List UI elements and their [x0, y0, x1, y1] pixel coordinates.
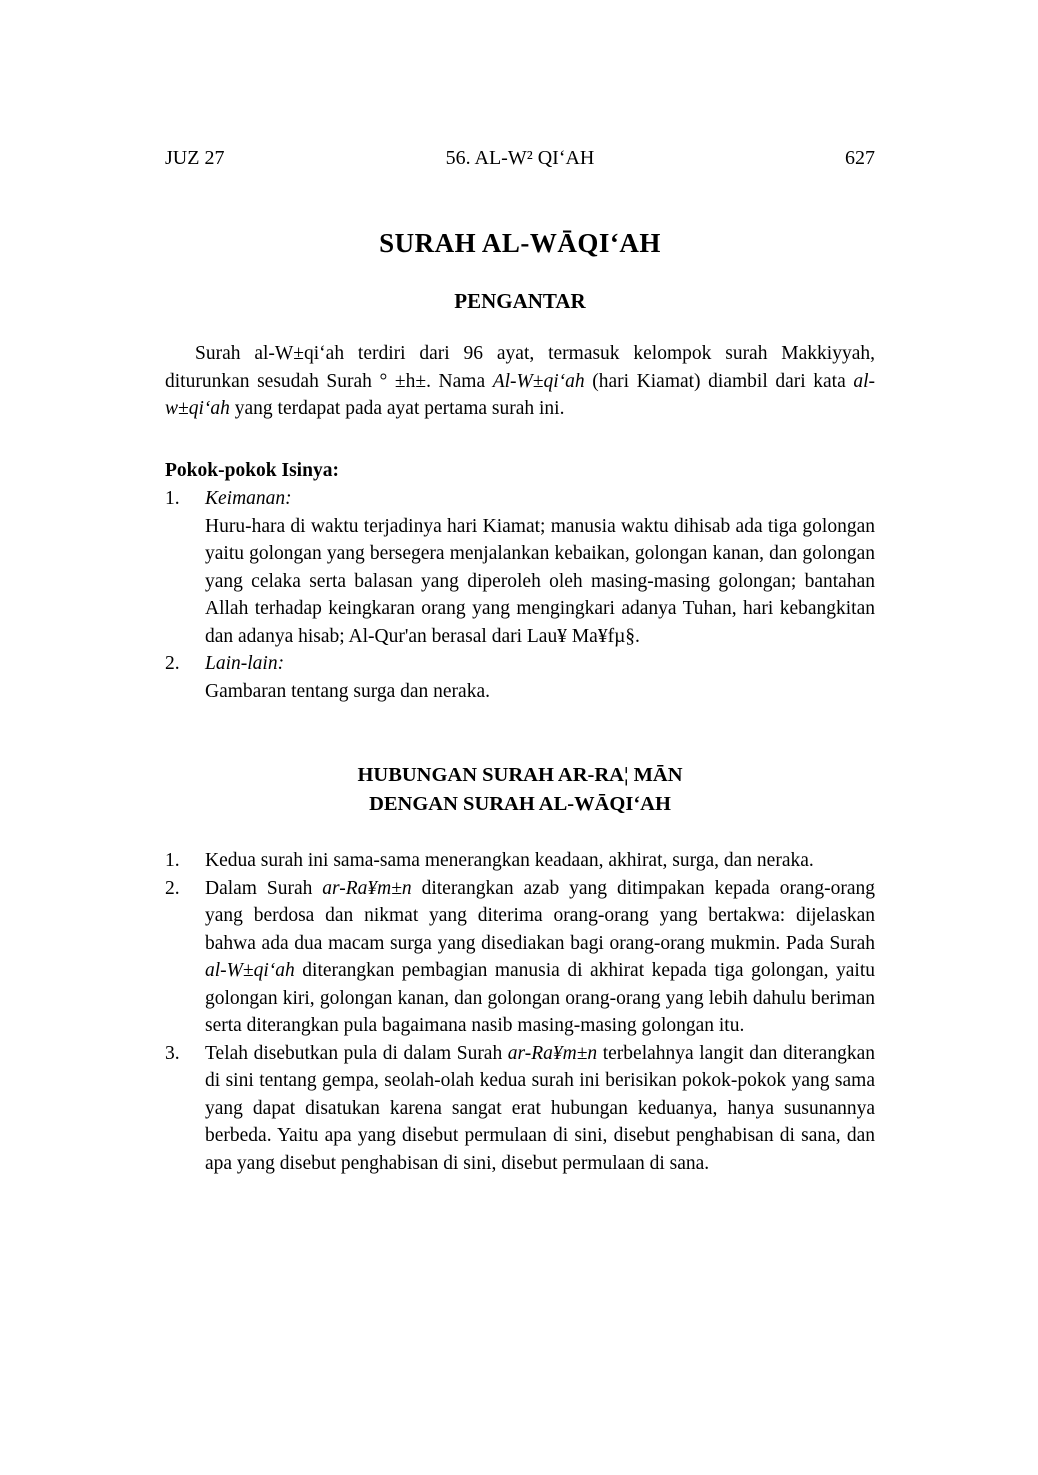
relation-item	[165, 847, 875, 875]
topic-item	[165, 650, 875, 705]
relation-item	[165, 875, 875, 1040]
topic-text: Huru-hara di waktu terjadinya hari Kiamat; manusia waktu dihisab ada tiga golongan yaitu golongan yang bersegera menjalankan kebaikan, golongan kanan, dan golongan yang celaka serta balasan yang diperoleh oleh masing-masing golongan; bantahan Allah terhadap keingkaran orang yang mengingkari adanya Tuhan, hari kebangkitan dan adanya hisab; Al-Qur'an berasal dari Lau¥ Ma¥fµ§.	[205, 515, 875, 647]
topic-text: Gambaran tentang surga dan neraka.	[205, 680, 490, 702]
relation-list	[165, 847, 875, 1177]
surah-title: SURAH AL-WĀQI‘AH	[379, 228, 661, 258]
item-number: 2.	[165, 877, 180, 899]
relation-item-text: Dalam Surah ar-Ra¥m±n diterangkan azab yang ditimpakan kepada orang-orang yang berdosa dan nikmat yang diterima orang-orang yang bertakwa: dijelaskan bahwa ada dua macam surga yang disediakan bagi orang-orang mukmin. Pada Surah al-W±qi‘ah diterangkan pembagian manusia di akhirat kepada tiga golongan, yaitu golongan kiri, golongan kanan, dan golongan orang-orang yang lebih dahulu beriman serta diterangkan pula bagaimana nasib masing-masing golongan itu.	[205, 877, 875, 1036]
relation-item	[165, 1040, 875, 1178]
section-subtitle: PENGANTAR	[454, 289, 586, 313]
topic-label: Keimanan:	[205, 488, 292, 509]
relation-item-text: Kedua surah ini sama-sama menerangkan keadaan, akhirat, surga, dan neraka.	[205, 850, 814, 871]
relation-item-text: Telah disebutkan pula di dalam Surah ar-Ra¥m±n terbelahnya langit dan diterangkan di sini tentang gempa, seolah-olah kedua surah ini berisikan pokok-pokok yang sama yang dapat disatukan karena sangat erat hubungan keduanya, hanya susunannya berbeda. Yaitu apa yang disebut permulaan di sini, disebut penghabisan di sana, dan apa yang disebut penghabisan di sini, disebut permulaan di sana.	[205, 1042, 875, 1174]
intro-paragraph: Surah al-W±qi‘ah terdiri dari 96 ayat, termasuk kelompok surah Makkiyyah, diturunkan sesudah Surah ° ±h±. Nama Al-W±qi‘ah (hari Kiamat) diambil dari kata al-w±qi‘ah yang terdapat pada ayat pertama surah ini.	[165, 343, 875, 419]
relation-heading-line2: DENGAN SURAH AL-WĀQI‘AH	[369, 793, 671, 815]
item-number: 1.	[165, 488, 180, 509]
item-number: 3.	[165, 1042, 180, 1064]
topics-list	[165, 485, 875, 705]
topics-heading: Pokok-pokok Isinya:	[165, 459, 339, 481]
topic-item	[165, 485, 875, 650]
page-number: 627	[845, 147, 875, 169]
running-surah-title: 56. AL-W² QI‘AH	[445, 147, 595, 169]
juz-label: JUZ 27	[165, 147, 225, 169]
relation-heading-line1: HUBUNGAN SURAH AR-RA¦ MĀN	[357, 764, 683, 786]
topic-item-body	[205, 485, 875, 650]
topic-label: Lain-lain:	[205, 653, 285, 674]
item-number: 2.	[165, 653, 180, 674]
relation-heading	[165, 761, 875, 819]
item-number: 1.	[165, 850, 180, 871]
page-header	[165, 146, 875, 170]
topic-item-body	[205, 650, 875, 705]
